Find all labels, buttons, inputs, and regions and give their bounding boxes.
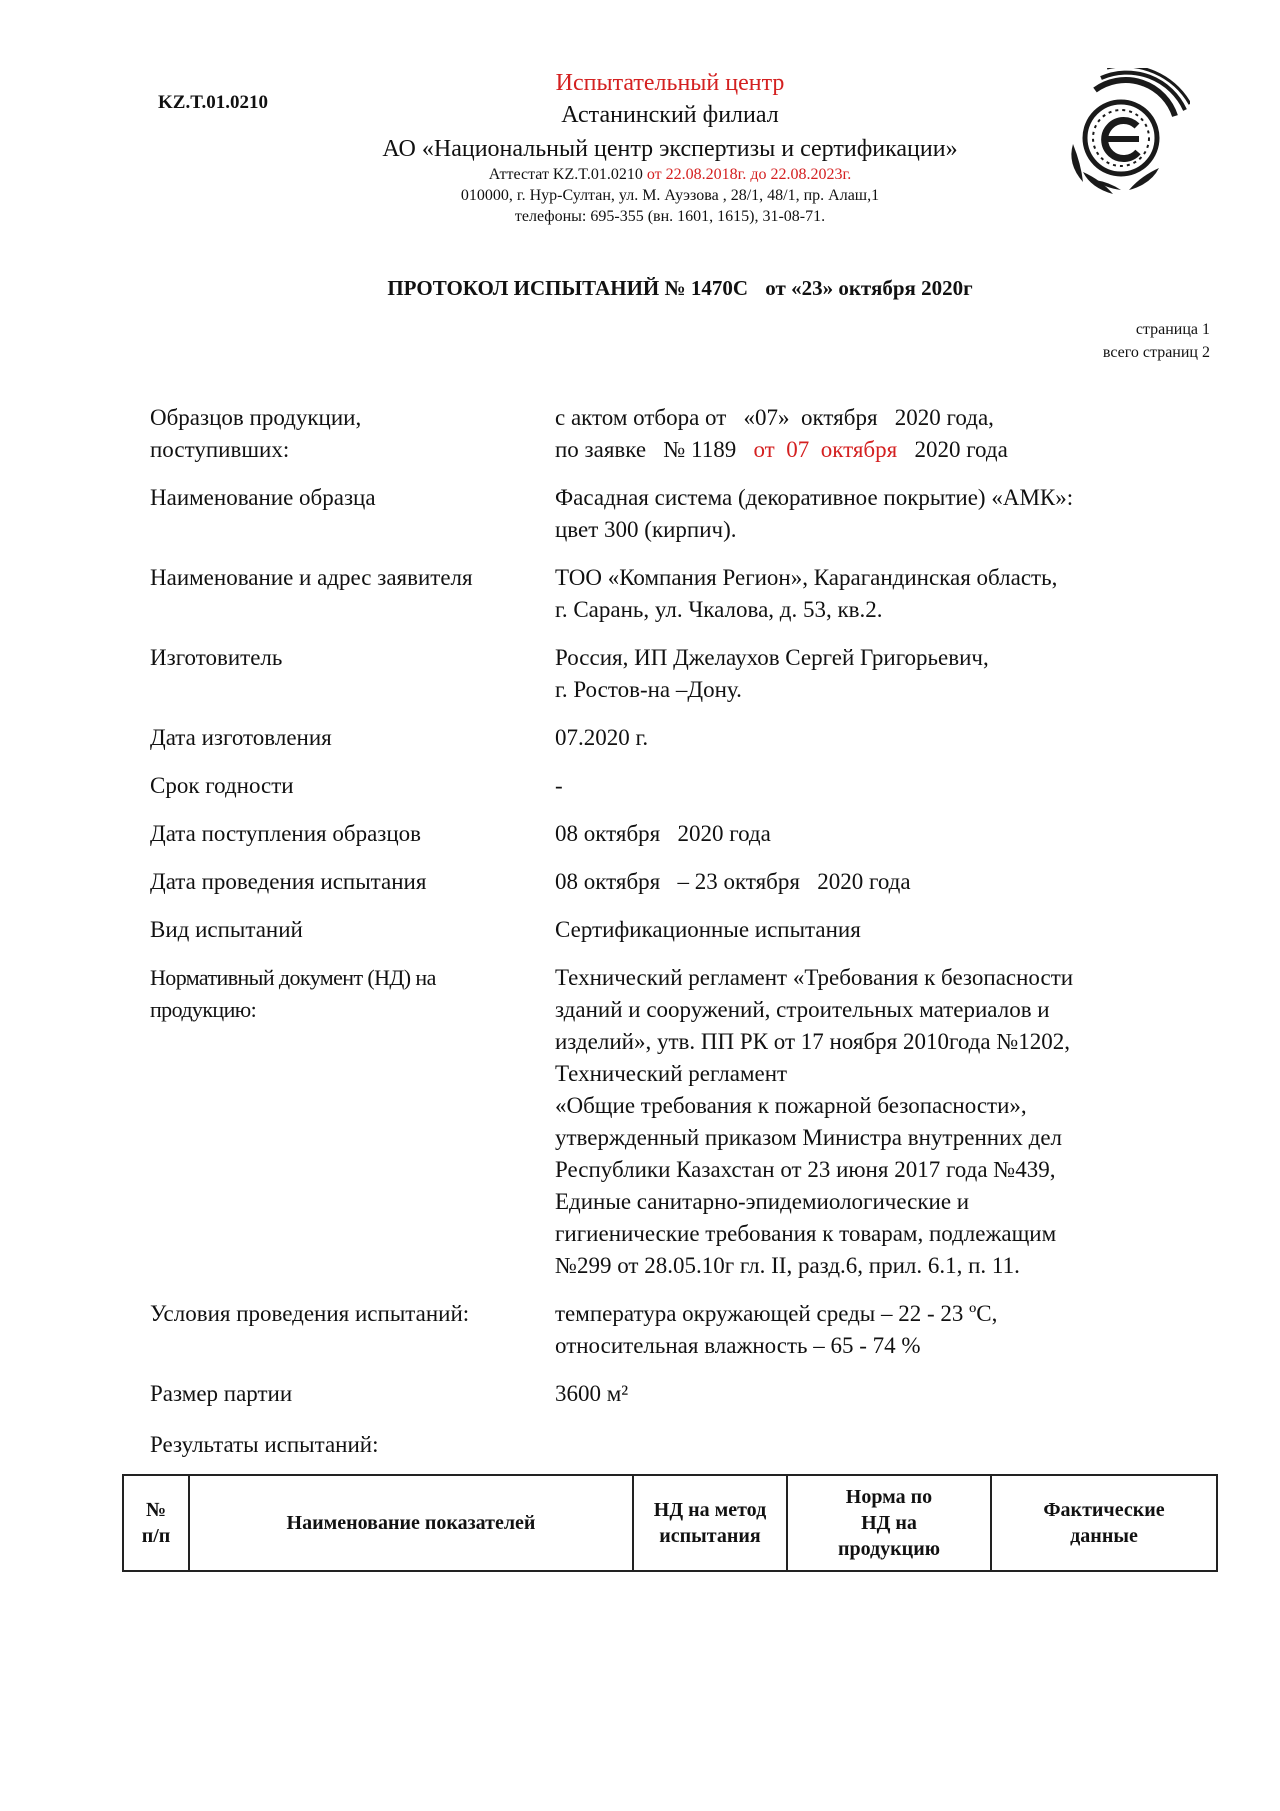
- field-value: [555, 402, 1200, 466]
- field-label: Нормативный документ (НД) на продукцию:: [150, 965, 436, 1022]
- field-samples: [150, 402, 1200, 466]
- field-label: Вид испытаний: [150, 917, 303, 942]
- protocol-title: [0, 276, 1280, 301]
- attestat-line: [310, 166, 1030, 184]
- field-label: Дата поступления образцов: [150, 821, 422, 846]
- field-test-date: [150, 866, 1200, 898]
- protocol-date: от «23» октября 2020г: [765, 276, 973, 300]
- field-value: 07.2020 г.: [555, 725, 649, 750]
- column-header-number: № п/п: [123, 1475, 189, 1571]
- field-label: Срок годности: [150, 773, 294, 798]
- field-value: Технический регламент «Требования к безопасности зданий и сооружений, строительных материалов и изделий», утв. ПП РК от 17 ноября 2010года №1202, Технический регламент «Общие требования к пожарной безопасности», утвержденный приказом Министра внутренних дел Республики Казахстан от 23 июня 2017 года №439, Единые санитарно-эпидемиологические и гигиенические требования к товарам, подлежащим №299 от 28.05.10г гл. II, разд.6, прил. 6.1, п. 11.: [555, 965, 1074, 1278]
- certification-seal-icon: [1055, 68, 1190, 203]
- samples-line-1: с актом отбора от «07» октября 2020 года,: [555, 405, 994, 430]
- protocol-number: ПРОТОКОЛ ИСПЫТАНИЙ № 1470С: [387, 276, 749, 300]
- field-shelf-life: [150, 770, 1200, 802]
- column-header-indicator: Наименование показателей: [189, 1475, 633, 1571]
- field-manufacture-date: [150, 722, 1200, 754]
- test-center-title: Испытательный центр: [555, 70, 785, 96]
- page-current: страница 1: [1135, 321, 1210, 338]
- page-info: [1010, 318, 1210, 364]
- results-heading: Результаты испытаний:: [150, 1432, 379, 1457]
- field-value: 3600 м²: [555, 1381, 629, 1406]
- field-value: Россия, ИП Джелаухов Сергей Григорьевич, г. Ростов-на –Дону.: [555, 645, 989, 702]
- samples-line-2: [555, 434, 1200, 466]
- field-applicant: [150, 562, 1200, 626]
- field-label: Наименование образца: [150, 485, 376, 510]
- column-header-actual: Фактические данные: [991, 1475, 1217, 1571]
- field-value: ТОО «Компания Регион», Карагандинская область, г. Сарань, ул. Чкалова, д. 53, кв.2.: [555, 565, 1058, 622]
- samples-request-date: от 07 октября: [753, 437, 898, 462]
- field-label: Наименование и адрес заявителя: [150, 565, 473, 590]
- field-normative-document: [150, 962, 1200, 1282]
- samples-request: по заявке № 1189: [555, 437, 754, 462]
- field-sample-name: [150, 482, 1200, 546]
- attestat-prefix: Аттестат KZ.T.01.0210: [488, 166, 647, 183]
- field-value: температура окружающей среды – 22 - 23 ºС, относительная влажность – 65 - 74 %: [555, 1301, 998, 1358]
- branch-title: Астанинский филиал: [561, 102, 779, 128]
- field-label: Изготовитель: [150, 645, 283, 670]
- table-header-row: [123, 1475, 1217, 1571]
- field-label: Дата проведения испытания: [150, 869, 427, 894]
- results-table: [122, 1474, 1218, 1572]
- column-header-method: НД на метод испытания: [633, 1475, 787, 1571]
- field-label: Дата изготовления: [150, 725, 332, 750]
- field-value: -: [555, 773, 563, 798]
- field-test-type: [150, 914, 1200, 946]
- samples-request-year: 2020 года: [897, 437, 1008, 462]
- field-batch-size: [150, 1378, 1200, 1410]
- page-total: всего страниц 2: [1102, 344, 1210, 361]
- field-value: 08 октября – 23 октября 2020 года: [555, 869, 911, 894]
- attestat-dates: от 22.08.2018г. до 22.08.2023г.: [646, 166, 852, 183]
- column-header-norm: Норма по НД на продукцию: [787, 1475, 991, 1571]
- organization-name: АО «Национальный центр экспертизы и сертификации»: [382, 136, 958, 162]
- field-label: Размер партии: [150, 1381, 293, 1406]
- field-label: Образцов продукции, поступивших:: [150, 405, 362, 462]
- field-receipt-date: [150, 818, 1200, 850]
- certificate-code: KZ.T.01.0210: [158, 92, 268, 113]
- field-manufacturer: [150, 642, 1200, 706]
- field-test-conditions: [150, 1298, 1200, 1362]
- field-value: 08 октября 2020 года: [555, 821, 771, 846]
- field-label: Условия проведения испытаний:: [150, 1301, 470, 1326]
- field-value: Сертификационные испытания: [555, 917, 861, 942]
- protocol-fields: [150, 402, 1200, 1426]
- phones-line: телефоны: 695-355 (вн. 1601, 1615), 31-08-71.: [514, 208, 826, 225]
- address-line: 010000, г. Нур-Султан, ул. М. Ауэзова , 28/1, 48/1, пр. Алаш,1: [460, 187, 880, 204]
- field-value: Фасадная система (декоративное покрытие) «АМК»: цвет 300 (кирпич).: [555, 485, 1074, 542]
